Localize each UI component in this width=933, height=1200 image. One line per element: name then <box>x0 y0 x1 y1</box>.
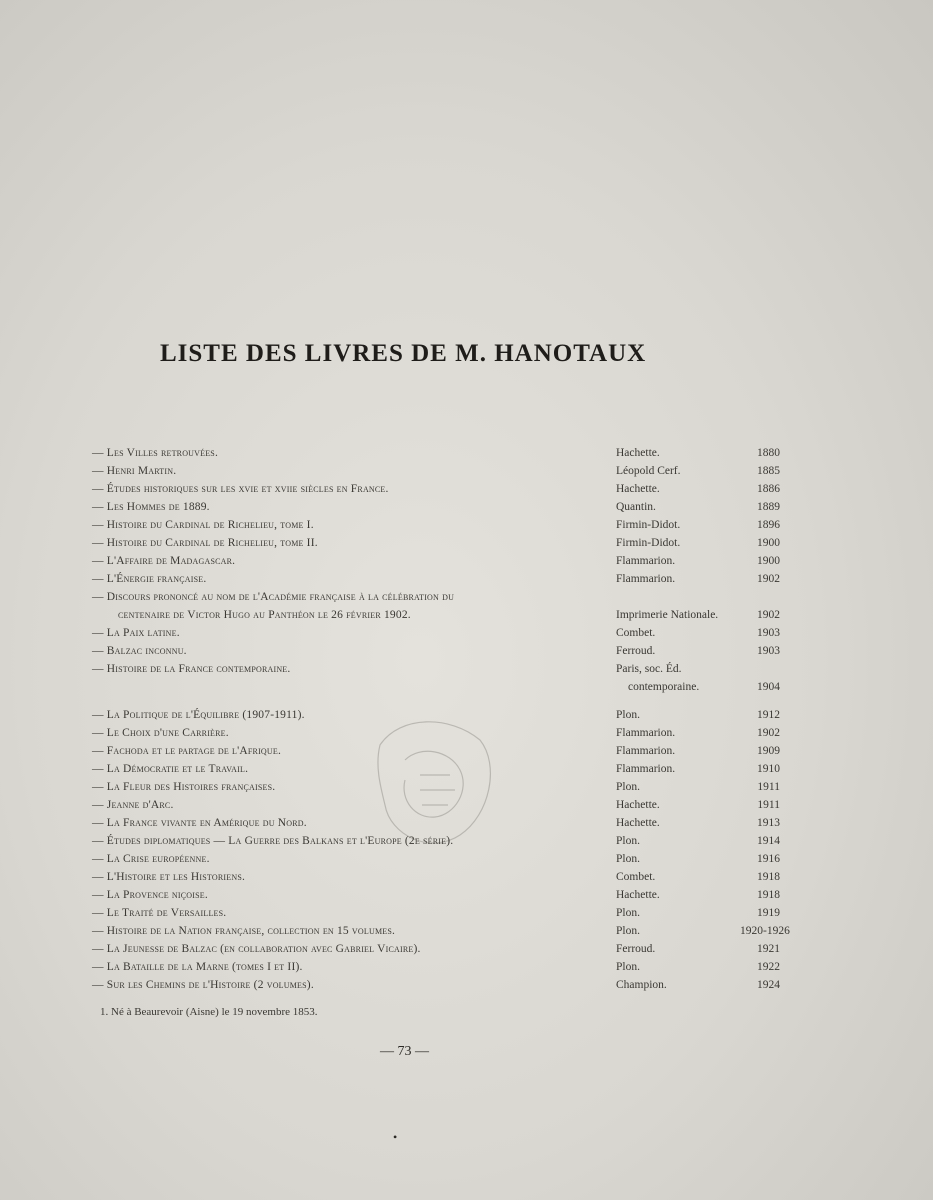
book-publisher: Plon. <box>616 781 640 793</box>
book-publisher: Hachette. <box>616 447 660 459</box>
book-year: 1918 <box>757 871 780 883</box>
book-row <box>92 570 792 588</box>
book-row <box>92 516 792 534</box>
book-year: 1902 <box>757 573 780 585</box>
page-title: LISTE DES LIVRES DE M. HANOTAUX <box>160 340 647 367</box>
book-row <box>92 706 792 724</box>
book-row <box>92 832 792 850</box>
book-title: — Les Hommes de 1889. <box>92 501 210 513</box>
book-year: 1918 <box>757 889 780 901</box>
book-year: 1909 <box>757 745 780 757</box>
book-publisher: Plon. <box>616 961 640 973</box>
book-publisher: Combet. <box>616 871 656 883</box>
book-title: — Le Traité de Versailles. <box>92 907 227 919</box>
book-row <box>92 904 792 922</box>
book-year: 1886 <box>757 483 780 495</box>
book-row <box>92 778 792 796</box>
book-row <box>92 886 792 904</box>
book-year: 1896 <box>757 519 780 531</box>
book-year: 1902 <box>757 727 780 739</box>
book-year: 1900 <box>757 555 780 567</box>
book-row <box>92 444 792 462</box>
book-title: — La Paix latine. <box>92 627 180 639</box>
book-publisher: Plon. <box>616 853 640 865</box>
book-publisher: contemporaine. <box>628 681 700 693</box>
book-row <box>92 724 792 742</box>
book-publisher: Combet. <box>616 627 656 639</box>
book-year: 1911 <box>757 781 780 793</box>
book-publisher: Flammarion. <box>616 727 676 739</box>
book-publisher: Paris, soc. Éd. <box>616 663 682 675</box>
book-row <box>92 534 792 552</box>
book-title: — Discours prononcé au nom de l'Académie française à la célébration du <box>92 591 455 603</box>
book-publisher: Quantin. <box>616 501 656 513</box>
book-publisher: Léopold Cerf. <box>616 465 681 477</box>
book-title: centenaire de Victor Hugo au Panthéon le 26 février 1902. <box>118 609 411 621</box>
book-title: — L'Affaire de Madagascar. <box>92 555 236 567</box>
book-row <box>92 868 792 886</box>
book-row <box>92 922 792 940</box>
book-title: — La Jeunesse de Balzac (en collaboration avec Gabriel Vicaire). <box>92 943 421 955</box>
book-title: — La France vivante en Amérique du Nord. <box>92 817 307 829</box>
book-row <box>92 462 792 480</box>
book-row <box>92 814 792 832</box>
book-row <box>92 976 792 994</box>
book-year: 1924 <box>757 979 780 991</box>
book-publisher: Flammarion. <box>616 763 676 775</box>
book-year: 1900 <box>757 537 780 549</box>
book-title: — L'Histoire et les Historiens. <box>92 871 246 883</box>
book-title: — Études diplomatiques — La Guerre des Balkans et l'Europe (2e série). <box>92 835 454 847</box>
book-row <box>92 940 792 958</box>
book-publisher: Flammarion. <box>616 745 676 757</box>
book-title: — Balzac inconnu. <box>92 645 187 657</box>
book-publisher: Plon. <box>616 907 640 919</box>
book-title: — Histoire du Cardinal de Richelieu, tome II. <box>92 537 318 549</box>
book-year: 1919 <box>757 907 780 919</box>
book-publisher: Plon. <box>616 835 640 847</box>
book-title: — Histoire de la Nation française, collection en 15 volumes. <box>92 925 396 937</box>
book-year: 1912 <box>757 709 780 721</box>
book-title: — Fachoda et le partage de l'Afrique. <box>92 745 282 757</box>
book-year: 1902 <box>757 609 780 621</box>
book-year: 1913 <box>757 817 780 829</box>
book-title: — La Démocratie et le Travail. <box>92 763 249 775</box>
book-list <box>92 444 792 994</box>
book-title: — Le Choix d'une Carrière. <box>92 727 229 739</box>
book-row <box>92 480 792 498</box>
book-row <box>92 958 792 976</box>
book-title: — Les Villes retrouvées. <box>92 447 219 459</box>
book-row <box>92 678 792 696</box>
book-title: — La Politique de l'Équilibre (1907-1911). <box>92 709 305 721</box>
book-row <box>92 588 792 606</box>
book-title: — La Fleur des Histoires françaises. <box>92 781 276 793</box>
book-publisher: Ferroud. <box>616 645 656 657</box>
book-year: 1903 <box>757 645 780 657</box>
book-publisher: Champion. <box>616 979 667 991</box>
book-publisher: Hachette. <box>616 817 660 829</box>
book-publisher: Ferroud. <box>616 943 656 955</box>
book-publisher: Plon. <box>616 709 640 721</box>
book-row <box>92 850 792 868</box>
book-publisher: Hachette. <box>616 483 660 495</box>
book-title: — La Provence niçoise. <box>92 889 208 901</box>
book-row <box>92 552 792 570</box>
book-title: — Études historiques sur les xvie et xviie siècles en France. <box>92 483 389 495</box>
book-year: 1885 <box>757 465 780 477</box>
book-publisher: Flammarion. <box>616 573 676 585</box>
book-year: 1921 <box>757 943 780 955</box>
book-title: — Sur les Chemins de l'Histoire (2 volumes). <box>92 979 314 991</box>
book-title: — Jeanne d'Arc. <box>92 799 174 811</box>
book-row <box>92 760 792 778</box>
book-publisher: Flammarion. <box>616 555 676 567</box>
page-number: — 73 — <box>380 1044 429 1059</box>
book-year: 1910 <box>757 763 780 775</box>
book-publisher: Plon. <box>616 925 640 937</box>
book-year: 1916 <box>757 853 780 865</box>
book-year: 1911 <box>757 799 780 811</box>
book-row <box>92 624 792 642</box>
book-row <box>92 660 792 678</box>
book-publisher: Hachette. <box>616 799 660 811</box>
book-title: — La Bataille de la Marne (tomes I et II). <box>92 961 303 973</box>
book-year: 1922 <box>757 961 780 973</box>
footnote: 1. Né à Beaurevoir (Aisne) le 19 novembre 1853. <box>100 1006 318 1018</box>
book-publisher: Imprimerie Nationale. <box>616 609 719 621</box>
book-title: — Histoire de la France contemporaine. <box>92 663 291 675</box>
book-title: — Histoire du Cardinal de Richelieu, tome I. <box>92 519 314 531</box>
book-title: — Henri Martin. <box>92 465 177 477</box>
book-year: 1920-1926 <box>740 925 790 937</box>
book-row <box>92 498 792 516</box>
book-year: 1903 <box>757 627 780 639</box>
book-title: — L'Énergie française. <box>92 573 207 585</box>
book-year: 1880 <box>757 447 780 459</box>
book-publisher: Firmin-Didot. <box>616 537 681 549</box>
book-row <box>92 642 792 660</box>
book-year: 1914 <box>757 835 780 847</box>
book-publisher: Firmin-Didot. <box>616 519 681 531</box>
book-row <box>92 742 792 760</box>
ornament-dot: • <box>393 1130 398 1144</box>
book-year: 1904 <box>757 681 780 693</box>
book-row <box>92 796 792 814</box>
book-row <box>92 606 792 624</box>
book-publisher: Hachette. <box>616 889 660 901</box>
book-title: — La Crise européenne. <box>92 853 210 865</box>
book-year: 1889 <box>757 501 780 513</box>
